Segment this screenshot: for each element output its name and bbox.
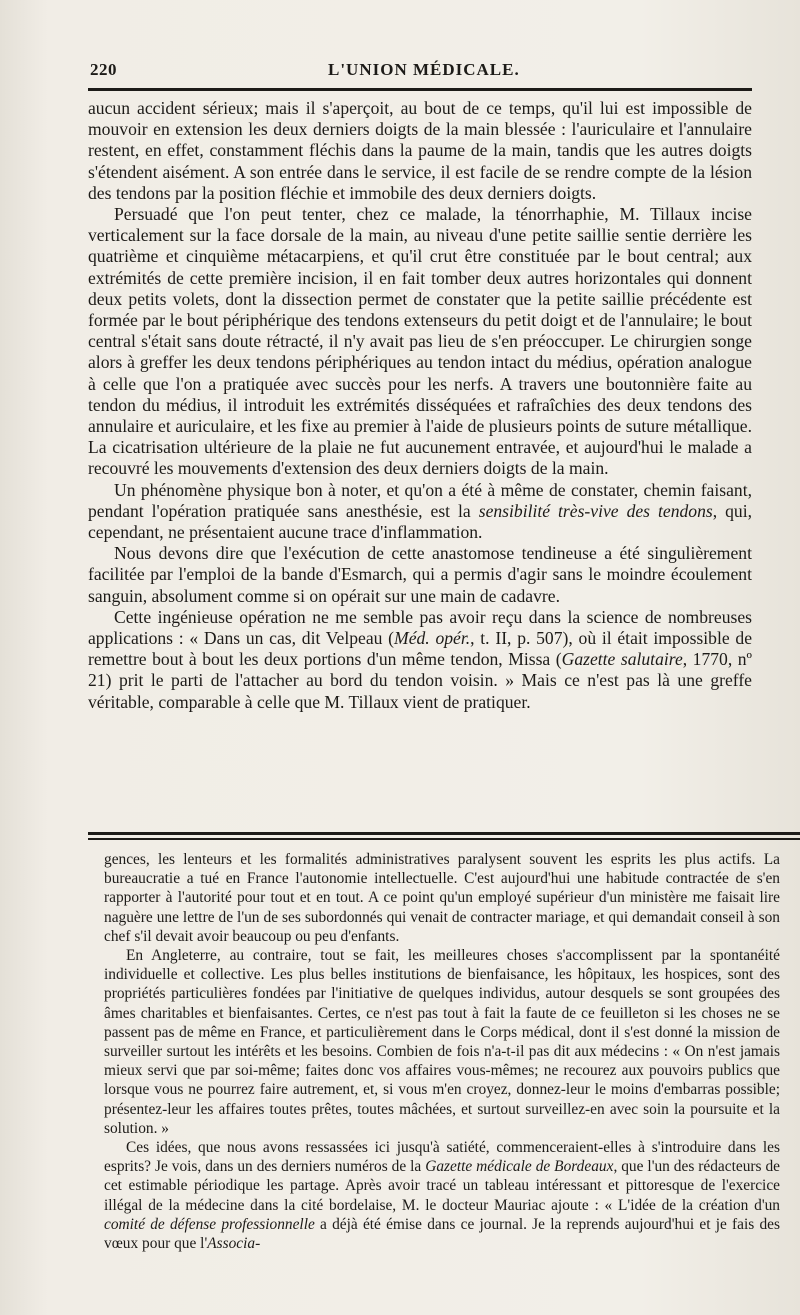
- feuilleton-paragraph: [104, 850, 780, 946]
- italic-text: Gazette salutaire: [561, 649, 683, 670]
- italic-text: Méd. opér.: [394, 628, 471, 649]
- text-run: , 1770, nº 21) prit le parti de l'attacher au bord du tendon voisin. » Mais ce n'est pas là une greffe véritable, comparable à celle que M. Tillaux vient de pratiquer.: [88, 649, 752, 712]
- running-title: L'UNION MÉDICALE.: [328, 60, 520, 79]
- italic-text: Associa-: [207, 1235, 261, 1253]
- text-run: Persuadé que l'on peut tenter, chez ce malade, la ténorrhaphie, M. Tillaux incise verticalement sur la face dorsale de la main, au niveau d'une petite saillie sentie derrière les quatrième et cinquième métacarpiens, et qu'il crut être constituée par le bout central; aux extrémités de cette première incision, il en fait tomber deux autres horizontales qui donnent deux petits volets, dont la dissection permet de constater que la petite saillie précédente est formée par le bout périphérique des tendons extenseurs du petit doigt et de l'annulaire; le bout central s'était sans doute rétracté, il n'y avait pas lieu de s'en préoccuper. Le chirurgien songe alors à greffer les deux tendons périphériques au tendon intact du médius, opération analogue à celle que l'on a pratiquée avec succès pour les nerfs. A travers une boutonnière faite au tendon du médius, il introduit les extrémités disséquées et rafraîchies des deux tendons des annulaire et auriculaire, et les fixe au premier à l'aide de plusieurs points de suture métallique. La cicatrisation ultérieure de la plaie ne fut aucunement entravée, et aujourd'hui le malade a recouvré les mouvements d'extension des deux derniers doigts de la main.: [88, 204, 752, 479]
- feuilleton-paragraph: [104, 1138, 780, 1253]
- article-paragraph: [88, 204, 752, 480]
- page-header: [88, 58, 750, 82]
- text-run: Ces idées, que nous avons ressassées ici jusqu'à satiété, commenceraient-elles à s'introduire dans les esprits? Je vois, dans un des derniers numéros de la: [104, 1139, 780, 1176]
- text-run: Nous devons dire que l'exécution de cette anastomose tendineuse a été singulièrement facilitée par l'emploi de la bande d'Esmarch, qui a permis d'agir sans le moindre écoulement sanguin, absolument comme si on opérait sur une main de cadavre.: [88, 543, 752, 606]
- italic-text: comité de défense professionnelle: [104, 1215, 315, 1233]
- text-run: Un phénomène physique bon à noter, et qu'on a été à même de constater, chemin faisant, pendant l'opération pratiquée sans anesthésie, est la: [88, 479, 752, 521]
- article-paragraph: [88, 480, 752, 544]
- article-body: [88, 98, 752, 713]
- header-rule: [88, 88, 752, 91]
- feuilleton-separator: [88, 832, 800, 840]
- page-number: 220: [90, 60, 117, 79]
- italic-text: Gazette médicale de Bordeaux: [425, 1158, 614, 1176]
- article-paragraph: [88, 543, 752, 607]
- article-paragraph: [88, 607, 752, 713]
- feuilleton-paragraph: [104, 946, 780, 1138]
- text-run: aucun accident sérieux; mais il s'aperçoit, au bout de ce temps, qu'il lui est impossible de mouvoir en extension les deux derniers doigts de la main blessée : l'auriculaire et l'annulaire restent, en effet, constamment fléchis dans la paume de la main, tandis que les autres doigts s'étendent aisément. A son entrée dans le service, il est facile de se rendre compte de la lésion des tendons par la position fléchie et immobile des deux derniers doigts.: [88, 98, 752, 203]
- italic-text: sensibilité très-vive des tendons: [478, 500, 713, 521]
- text-run: , t. II, p. 507), où il était impossible de remettre bout à bout les deux portions d'un même tendon, Missa (: [88, 628, 752, 670]
- text-run: a déjà été émise dans ce journal. Je la reprends aujourd'hui et je fais des vœux pour que l': [104, 1215, 781, 1253]
- text-run: gences, les lenteurs et les formalités administratives paralysent souvent les esprits les plus actifs. La bureaucratie a tué en France l'autonomie intellectuelle. C'est aujourd'hui une habitude contractée de s'en rapporter à l'autorité pour tout et en tout. A ce point qu'un employé supérieur d'un ministère me faisait lire naguère une lettre de l'un de ses subordonnés qui venait de contracter mariage, et qui demandait conseil à son chef s'il devait avoir beaucoup ou peu d'enfants.: [104, 851, 780, 945]
- text-run: , que l'un des rédacteurs de cet estimable périodique les partage. Après avoir tracé un tableau intéressant et pittoresque de l'exercice illégal de la médecine dans la cité bordelaise, M. le docteur Mauriac ajoute : « L'idée de la création d'un: [104, 1158, 780, 1214]
- feuilleton-body: [104, 850, 780, 1253]
- text-run: En Angleterre, au contraire, tout se fait, les meilleures choses s'accomplissent par la spontanéité individuelle et collective. Les plus belles institutions de bienfaisance, les hôpitaux, les hospices, sont des propriétés particulières fondées par l'initiative de quelques individus, autour desquels se sont groupées des âmes charitables et bienfaisantes. Certes, ce n'est pas tout à fait la faute de ce feuilleton si les choses ne se passent pas de même en France, et particulièrement dans le Corps médical, dont il s'est donné la mission de surveiller surtout les intérêts et les besoins. Combien de fois n'a-t-il pas dit aux médecins : « On n'est jamais mieux servi que par soi-même; faites donc vos affaires vous-mêmes; ne recourez aux pouvoirs publics que lorsque vous ne pourrez faire autrement, et, si vous m'en croyez, donnez-leur le moins d'embarras possible; présentez-leur les affaires toutes prêtes, toutes mâchées, et surtout surveillez-en avec soin la poursuite et la solution. »: [104, 947, 780, 1137]
- text-run: , qui, cependant, ne présentaient aucune trace d'inflammation.: [88, 500, 753, 543]
- article-paragraph: [88, 98, 752, 204]
- text-run: Cette ingénieuse opération ne me semble pas avoir reçu dans la science de nombreuses applications : « Dans un cas, dit Velpeau (: [88, 606, 752, 649]
